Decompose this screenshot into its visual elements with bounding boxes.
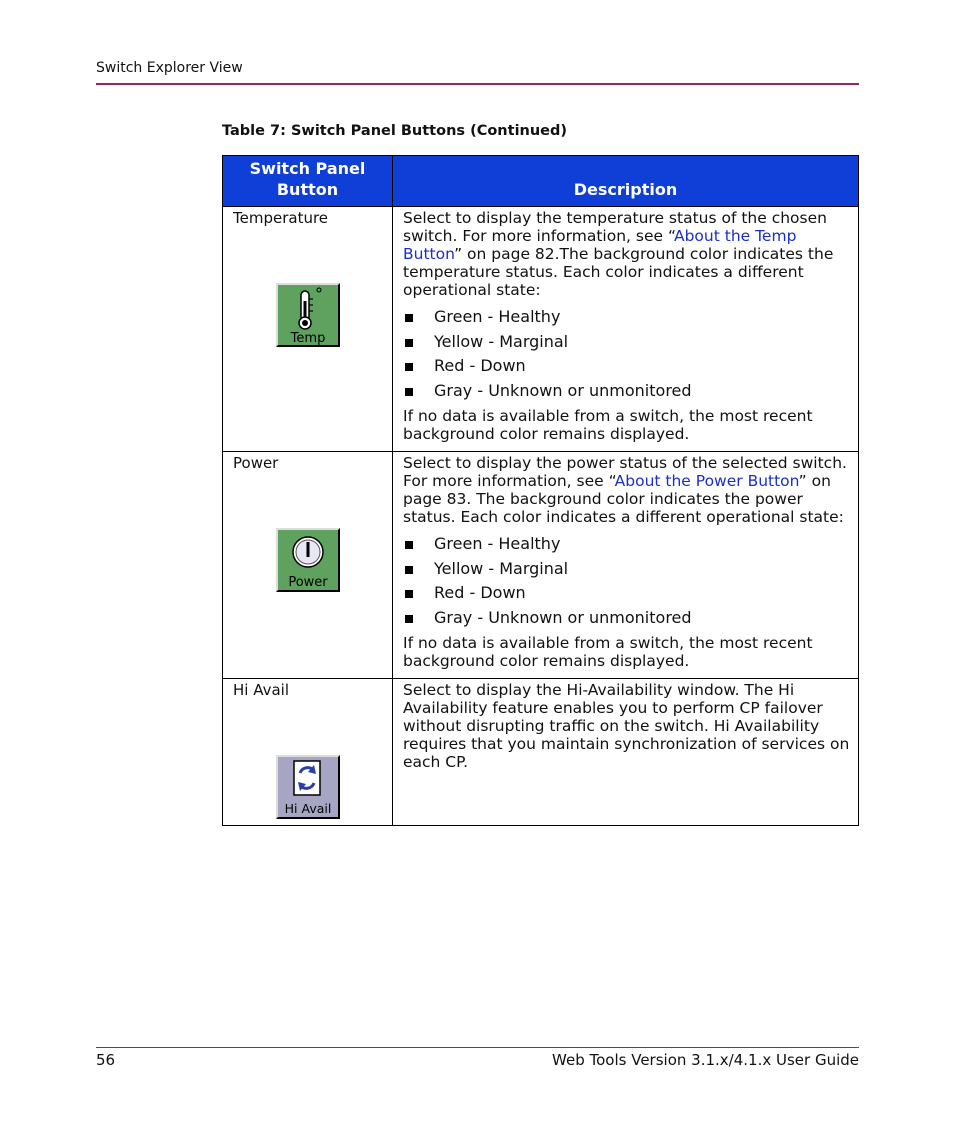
description-cell — [393, 207, 859, 452]
list-item: Green - Healthy — [403, 305, 850, 330]
footer-rule — [96, 1047, 859, 1048]
running-header: Switch Explorer View — [96, 60, 243, 76]
button-name-cell — [223, 207, 393, 452]
list-item: Red - Down — [403, 581, 850, 606]
button-name-cell — [223, 452, 393, 679]
temp-button-icon — [276, 283, 340, 347]
table-row — [223, 452, 859, 679]
column-header-description: Description — [393, 156, 859, 207]
temp-icon-label: Temp — [290, 331, 325, 345]
button-name: Power — [233, 454, 279, 472]
table-header-row — [223, 156, 859, 207]
page-number: 56 — [96, 1051, 116, 1069]
about-power-button-link[interactable]: About the Power Button — [614, 472, 799, 490]
note-text: If no data is available from a switch, the most recent background color remains displayed. — [403, 407, 813, 443]
hi-avail-icon-label: Hi Avail — [284, 801, 331, 816]
description-text: Select to display the power status of the selected switch. For more information, see “About the Power Button” on page 83. The background color indicates the power status. Each color indicates a different operational state: — [403, 454, 847, 526]
list-item: Yellow - Marginal — [403, 557, 850, 582]
list-item: Green - Healthy — [403, 532, 850, 557]
table-caption: Table 7: Switch Panel Buttons (Continued) — [222, 123, 568, 139]
list-item: Gray - Unknown or unmonitored — [403, 379, 850, 404]
list-item: Yellow - Marginal — [403, 330, 850, 355]
list-item: Red - Down — [403, 354, 850, 379]
table-row — [223, 207, 859, 452]
table-row — [223, 679, 859, 826]
column-header-button: Switch Panel Button — [223, 156, 393, 207]
about-temp-button-link[interactable]: About the Temp Button — [403, 227, 797, 263]
description-cell — [393, 452, 859, 679]
power-button-icon — [276, 528, 340, 592]
button-name: Temperature — [233, 209, 329, 227]
state-list — [403, 305, 850, 403]
power-icon-label: Power — [287, 575, 328, 590]
description-cell — [393, 679, 859, 826]
switch-panel-buttons-table — [222, 155, 859, 826]
header-rule — [96, 83, 859, 85]
note-text: If no data is available from a switch, the most recent background color remains displayed. — [403, 634, 813, 670]
description-text: Select to display the Hi-Availability window. The Hi Availability feature enables you to perform CP failover without disrupting traffic on the switch. Hi Availability requires that you maintain synchronization of services on each CP. — [403, 681, 850, 771]
list-item: Gray - Unknown or unmonitored — [403, 606, 850, 631]
button-name: Hi Avail — [233, 681, 290, 699]
document-title: Web Tools Version 3.1.x/4.1.x User Guide — [552, 1051, 859, 1069]
hi-avail-button-icon — [276, 755, 340, 819]
button-name-cell — [223, 679, 393, 826]
description-text: Select to display the temperature status of the chosen switch. For more information, see “About the Temp Button” on page 82.The background color indicates the temperature status. Each color indicates a different operational state: — [403, 209, 834, 299]
state-list — [403, 532, 850, 630]
